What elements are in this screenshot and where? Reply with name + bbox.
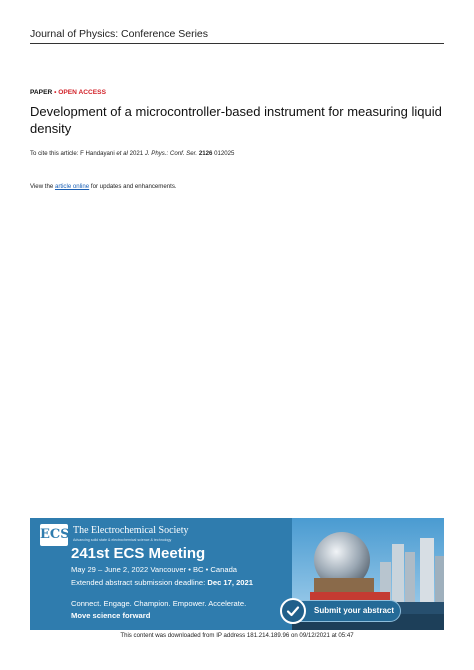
banner-slogan: Connect. Engage. Champion. Empower. Accelerate. (71, 599, 247, 608)
journal-name: Journal of Physics: Conference Series (30, 28, 444, 44)
cite-prefix: To cite this article: F Handayani (30, 150, 117, 157)
citation-line (30, 150, 234, 157)
ecs-badge-icon: ECS (40, 524, 68, 546)
open-access-label: OPEN ACCESS (58, 89, 106, 96)
checkmark-icon (280, 598, 306, 624)
paper-label: PAPER (30, 89, 53, 96)
article-title: Development of a microcontroller-based instrument for measuring liquid density (30, 104, 442, 136)
cite-journal: J. Phys.: Conf. Ser. (144, 150, 198, 157)
kicker-separator: • (52, 89, 59, 96)
article-online-link[interactable]: article online (54, 183, 90, 190)
submission-deadline (71, 578, 253, 587)
meeting-dates: May 29 – June 2, 2022 Vancouver • BC • Canada (71, 565, 238, 574)
checkmark-glyph (282, 600, 304, 622)
cite-year: 2021 (127, 150, 145, 157)
ecs-advertisement-banner[interactable] (30, 518, 444, 630)
society-name: The Electrochemical Society (73, 525, 189, 536)
view-prefix: View the (30, 183, 55, 190)
deadline-date: Dec 17, 2021 (207, 578, 253, 587)
cite-number: 012025 (212, 150, 235, 157)
deadline-prefix: Extended abstract submission deadline: (71, 578, 208, 587)
banner-move-science: Move science forward (71, 611, 151, 620)
cite-etal: et al (116, 150, 128, 157)
view-online-line (30, 183, 177, 190)
meeting-title: 241st ECS Meeting (71, 545, 206, 562)
cite-volume: 2126 (198, 150, 213, 157)
submit-abstract-button[interactable]: Submit your abstract (283, 600, 401, 622)
article-kicker (30, 89, 106, 96)
view-suffix: for updates and enhancements. (89, 183, 177, 190)
society-tagline: Advancing solid state & electrochemical science & technology (73, 538, 172, 542)
download-footer: This content was downloaded from IP address 181.214.189.96 on 09/12/2021 at 05:47 (120, 632, 354, 639)
